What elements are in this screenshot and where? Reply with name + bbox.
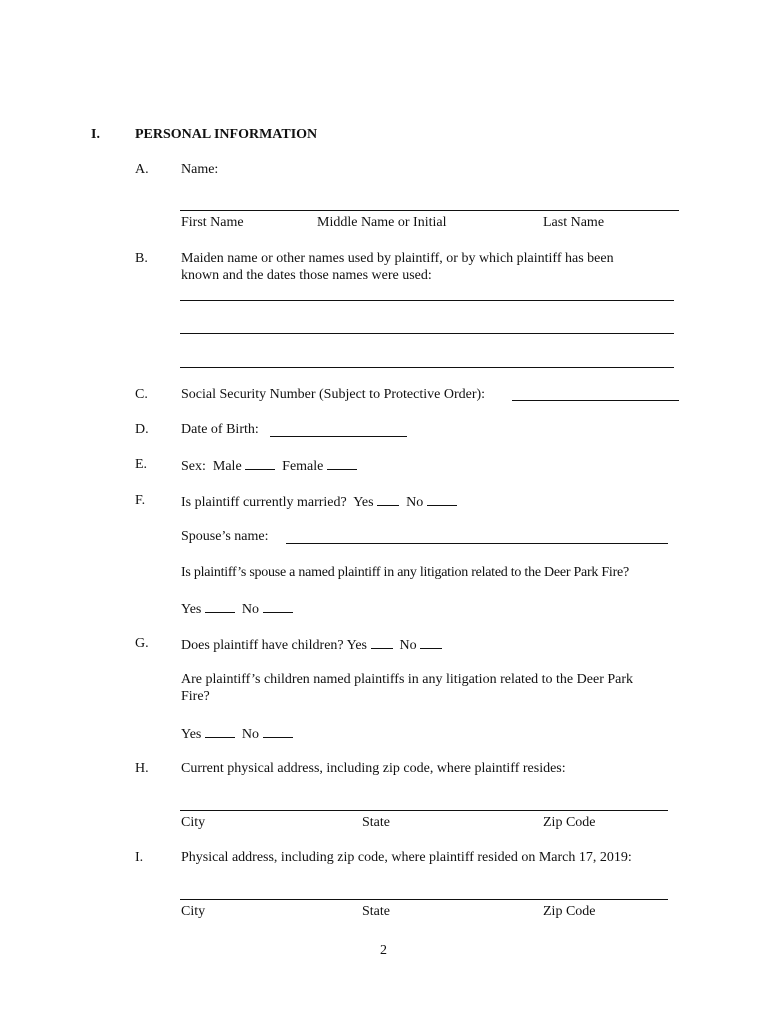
married-row: [181, 493, 457, 511]
item-letter-e: E.: [135, 457, 148, 472]
maiden-name-field-1[interactable]: [180, 300, 674, 301]
current-city-caption: City: [181, 815, 206, 830]
past-state-caption: State: [362, 904, 390, 919]
children-yes-blank[interactable]: [371, 636, 393, 649]
past-city-caption: City: [181, 904, 206, 919]
name-field[interactable]: [180, 210, 679, 211]
children-plaintiff-no-blank[interactable]: [263, 725, 293, 738]
item-letter-d: D.: [135, 422, 149, 437]
maiden-name-label-line1: Maiden name or other names used by plaintiff, or by which plaintiff has been: [181, 251, 614, 266]
middle-name-caption: Middle Name or Initial: [317, 215, 447, 230]
ssn-field[interactable]: [512, 400, 679, 401]
female-blank[interactable]: [327, 457, 357, 470]
item-letter-a: A.: [135, 162, 149, 177]
children-no-label: No: [399, 638, 417, 653]
children-yes-label: Yes: [346, 638, 367, 653]
children-no-blank[interactable]: [420, 636, 442, 649]
children-question: Does plaintiff have children?: [181, 638, 344, 653]
spouse-plaintiff-question: Is plaintiff’s spouse a named plaintiff in any litigation related to the Deer Park Fire?: [181, 565, 629, 580]
spouse-yes-label: Yes: [181, 602, 202, 617]
children-plaintiff-row: [181, 725, 293, 743]
item-letter-i: I.: [135, 850, 144, 865]
children-plaintiff-no-label: No: [241, 727, 259, 742]
male-label: Male: [212, 459, 242, 474]
maiden-name-field-3[interactable]: [180, 367, 674, 368]
name-label: Name:: [181, 162, 219, 177]
past-zip-caption: Zip Code: [543, 904, 596, 919]
male-blank[interactable]: [245, 457, 275, 470]
page-number: 2: [380, 943, 387, 958]
children-plaintiff-yes-blank[interactable]: [205, 725, 235, 738]
children-plaintiff-yes-label: Yes: [181, 727, 202, 742]
married-no-label: No: [406, 495, 424, 510]
spouse-yes-blank[interactable]: [205, 600, 235, 613]
current-address-label: Current physical address, including zip code, where plaintiff resides:: [181, 761, 566, 776]
spouse-name-field[interactable]: [286, 543, 668, 544]
current-zip-caption: Zip Code: [543, 815, 596, 830]
current-address-field[interactable]: [180, 810, 668, 811]
spouse-name-label: Spouse’s name:: [181, 529, 269, 544]
married-question: Is plaintiff currently married?: [181, 495, 347, 510]
past-address-label: Physical address, including zip code, where plaintiff resided on March 17, 2019:: [181, 850, 632, 865]
sex-label: Sex:: [181, 459, 206, 474]
children-row: [181, 636, 442, 654]
married-yes-blank[interactable]: [377, 493, 399, 506]
spouse-plaintiff-row: [181, 600, 293, 618]
children-plaintiff-line2: Fire?: [181, 689, 210, 704]
maiden-name-label-line2: known and the dates those names were used:: [181, 268, 432, 283]
item-letter-g: G.: [135, 636, 149, 651]
first-name-caption: First Name: [181, 215, 244, 230]
maiden-name-field-2[interactable]: [180, 333, 674, 334]
item-letter-b: B.: [135, 251, 148, 266]
spouse-no-blank[interactable]: [263, 600, 293, 613]
ssn-label: Social Security Number (Subject to Protective Order):: [181, 387, 486, 402]
sex-row: [181, 457, 357, 475]
spouse-no-label: No: [241, 602, 259, 617]
section-title: PERSONAL INFORMATION: [135, 127, 318, 142]
children-plaintiff-line1: Are plaintiff’s children named plaintiffs in any litigation related to the Deer Park: [181, 672, 634, 687]
item-letter-h: H.: [135, 761, 149, 776]
female-label: Female: [282, 459, 324, 474]
section-number: I.: [91, 127, 100, 142]
past-address-field[interactable]: [180, 899, 668, 900]
married-yes-label: Yes: [353, 495, 374, 510]
item-letter-f: F.: [135, 493, 146, 508]
married-no-blank[interactable]: [427, 493, 457, 506]
item-letter-c: C.: [135, 387, 148, 402]
dob-field[interactable]: [270, 436, 407, 437]
last-name-caption: Last Name: [543, 215, 605, 230]
dob-label: Date of Birth:: [181, 422, 259, 437]
current-state-caption: State: [362, 815, 390, 830]
